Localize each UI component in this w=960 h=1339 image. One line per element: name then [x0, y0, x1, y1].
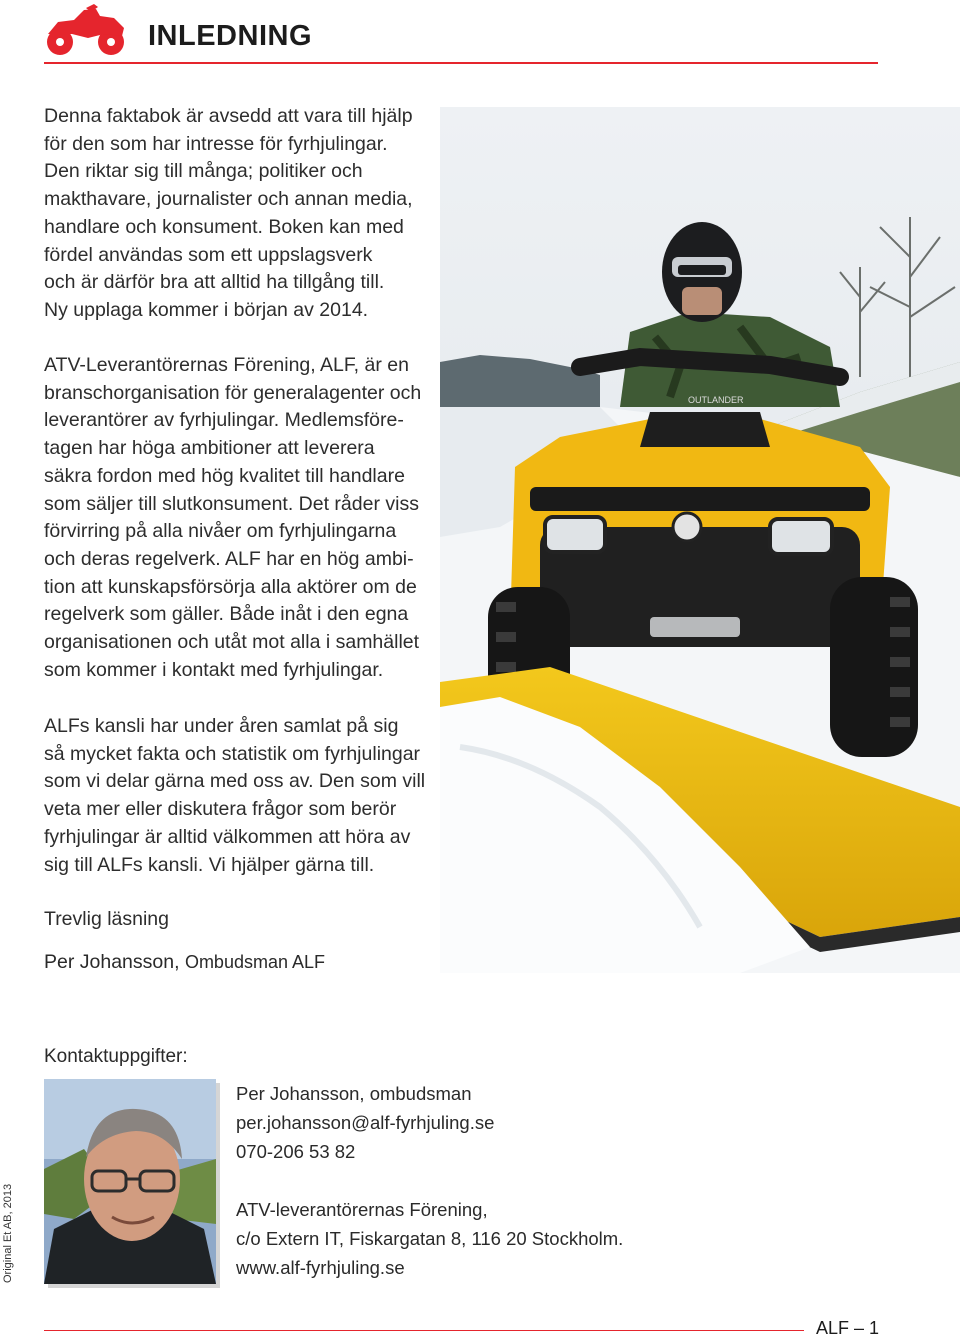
contact-portrait — [44, 1079, 216, 1284]
contact-person-block — [236, 1080, 494, 1166]
header-rule — [44, 62, 878, 64]
page-title: INLEDNING — [148, 20, 312, 52]
atv-snowplow-photo — [440, 107, 960, 973]
signature — [44, 948, 325, 976]
org-name: ATV-leverantörernas Förening, — [236, 1199, 488, 1220]
contact-heading: Kontaktuppgifter: — [44, 1046, 188, 1067]
contact-phone: 070-206 53 82 — [236, 1140, 356, 1162]
contact-name: Per Johansson, ombudsman — [236, 1083, 472, 1104]
signature-name: Per Johansson, — [44, 951, 180, 973]
vehicle-label: OUTLANDER — [688, 395, 744, 405]
signature-role: Ombudsman ALF — [184, 952, 325, 972]
page-number: ALF – 1 — [816, 1318, 880, 1338]
footer-rule — [44, 1330, 804, 1331]
contact-org-block — [236, 1196, 623, 1282]
closing-line: Trevlig läsning — [44, 908, 169, 930]
contact-email-link[interactable]: per.johansson@alf-fyrhjuling.se — [236, 1111, 495, 1133]
office-paragraph: ALFs kansli har under åren samlat på sig så mycket fakta och statistik om fyrhjulingar som vi delar gärna med oss av. Den som vill veta mer eller diskutera frågor som berör fyrhjulingar är alltid välkommen att höra av sig till ALFs kansli. Vi hjälper gärna till. — [44, 715, 426, 876]
website-link[interactable]: www.alf-fyrhjuling.se — [236, 1256, 405, 1278]
alf-description-paragraph: ATV-Leverantörernas Förening, ALF, är en branschorganisation för generalagenter och leverantörer av fyrhjulingar. Medlemsföre- tagen har höga ambitioner att leverera säkra fordon med hög kvalitet till handlare som säljer till slutkonsument. Det råder viss förvirring på alla nivåer om fyrhjulingarna och deras regelverk. ALF har en hög ambi- tion att kunskapsförsörja alla aktörer om de regelverk som gäller. Både inåt i den egna organisationen och utåt mot alla i samhället som kommer i kontakt med fyrhjulingar. — [44, 354, 422, 681]
org-address: c/o Extern IT, Fiskargatan 8, 116 20 Stockholm. — [236, 1227, 624, 1249]
atv-logo-icon — [44, 4, 128, 58]
intro-paragraph: Denna faktabok är avsedd att vara till hjälp för den som har intresse för fyrhjulingar. Den riktar sig till många; politiker och makthavare, journalister och annan media, handlare och konsument. Boken kan med fördel användas som ett uppslagsverk och är därför bra att alltid ha tillgång till. Ny upplaga kommer i början av 2014. — [44, 105, 413, 321]
print-credit: Original Et AB, 2013 — [2, 1183, 14, 1283]
